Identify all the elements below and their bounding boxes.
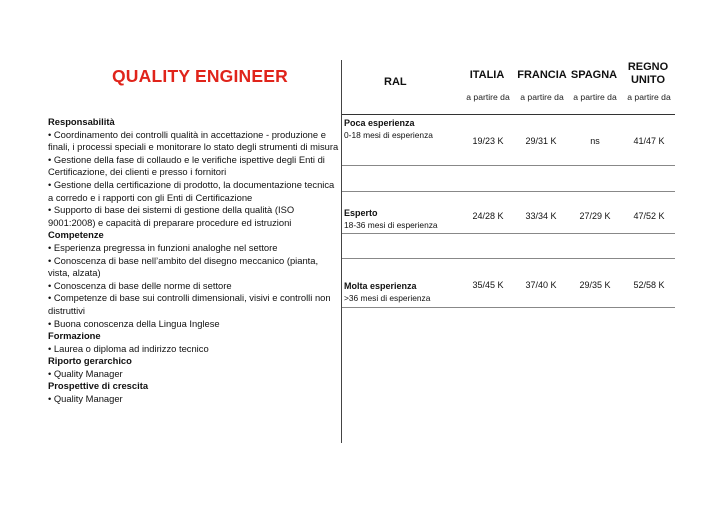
section-heading: Competenze <box>48 229 104 241</box>
table-row-label <box>344 280 430 304</box>
column-subheader: a partire da <box>573 92 617 102</box>
row-title: Esperto <box>344 208 378 218</box>
job-description <box>48 116 340 406</box>
table-row-label <box>344 207 438 231</box>
column-subheader: a partire da <box>466 92 510 102</box>
column-subheader: a partire da <box>627 92 671 102</box>
column-header-italia: ITALIA <box>469 69 505 81</box>
section-formazione <box>48 330 340 355</box>
bullet-item: • Quality Manager <box>48 393 123 405</box>
header-divider <box>342 114 675 115</box>
section-heading: Responsabilità <box>48 116 115 127</box>
section-heading: Riporto gerarchico <box>48 355 132 367</box>
bullet-item: • Gestione della fase di collaudo e le verifiche ispettive degli Enti di Certificazione, dei clienti e presso i fornitori <box>48 153 325 178</box>
table-cell: 24/28 K <box>472 211 504 221</box>
column-header-regno-unito: REGNO UNITO <box>627 61 669 86</box>
ral-header: RAL <box>384 76 407 88</box>
table-cell: 27/29 K <box>579 211 611 221</box>
column-header-francia: FRANCIA <box>517 69 567 81</box>
bullet-item: • Competenze di base sui controlli dimensionali, visivi e controlli non distruttivi <box>48 292 331 316</box>
table-cell: ns <box>590 136 600 146</box>
section-riporto <box>48 355 340 380</box>
bullet-item: • Conoscenza di base delle norme di settore <box>48 279 232 291</box>
table-cell: 33/34 K <box>525 211 557 221</box>
section-heading: Formazione <box>48 330 101 342</box>
row-description: >36 mesi di esperienza <box>344 293 431 303</box>
bullet-item: • Conoscenza di base nell’ambito del disegno meccanico (pianta, vista, alzata) <box>48 254 319 279</box>
table-cell: 35/45 K <box>472 280 504 290</box>
bullet-item: • Esperienza pregressa in funzioni analoghe nel settore <box>48 241 278 253</box>
section-prospettive <box>48 380 340 405</box>
table-row-label <box>344 117 433 141</box>
bullet-item: • Coordinamento dei controlli qualità in accettazione - produzione e finali, i processi speciali e monitorare lo stato degli strumenti di misura <box>48 128 339 153</box>
bullet-item: • Supporto di base dei sistemi di gestione della qualità (ISO 9001:2008) e capacità di preparare procedure ed istruzioni <box>48 204 295 228</box>
row-divider <box>342 307 675 308</box>
column-header-spagna: SPAGNA <box>570 69 618 81</box>
table-cell: 37/40 K <box>525 280 557 290</box>
table-cell: 19/23 K <box>472 136 504 146</box>
row-title: Molta esperienza <box>344 281 417 291</box>
table-cell: 29/31 K <box>525 136 557 146</box>
bullet-item: • Gestione della certificazione di prodotto, la documentazione tecnica a corredo e i rapporti con gli Enti di Certificazione <box>48 178 335 203</box>
table-cell: 52/58 K <box>633 280 665 290</box>
row-divider <box>342 258 675 259</box>
section-competenze <box>48 229 340 330</box>
bullet-item: • Buona conoscenza della Lingua Inglese <box>48 317 220 329</box>
bullet-item: • Quality Manager <box>48 367 123 379</box>
table-cell: 29/35 K <box>579 280 611 290</box>
row-title: Poca esperienza <box>344 118 415 128</box>
section-heading: Prospettive di crescita <box>48 380 149 392</box>
table-cell: 41/47 K <box>633 136 665 146</box>
row-divider <box>342 233 675 234</box>
column-divider <box>341 60 342 443</box>
row-divider <box>342 191 675 192</box>
row-divider <box>342 165 675 166</box>
row-description: 0-18 mesi di esperienza <box>344 130 433 140</box>
column-subheader: a partire da <box>520 92 564 102</box>
bullet-item: • Laurea o diploma ad indirizzo tecnico <box>48 342 209 354</box>
page-title: QUALITY ENGINEER <box>112 66 288 86</box>
table-cell: 47/52 K <box>633 211 665 221</box>
row-description: 18-36 mesi di esperienza <box>344 220 438 230</box>
section-responsabilita <box>48 116 340 229</box>
